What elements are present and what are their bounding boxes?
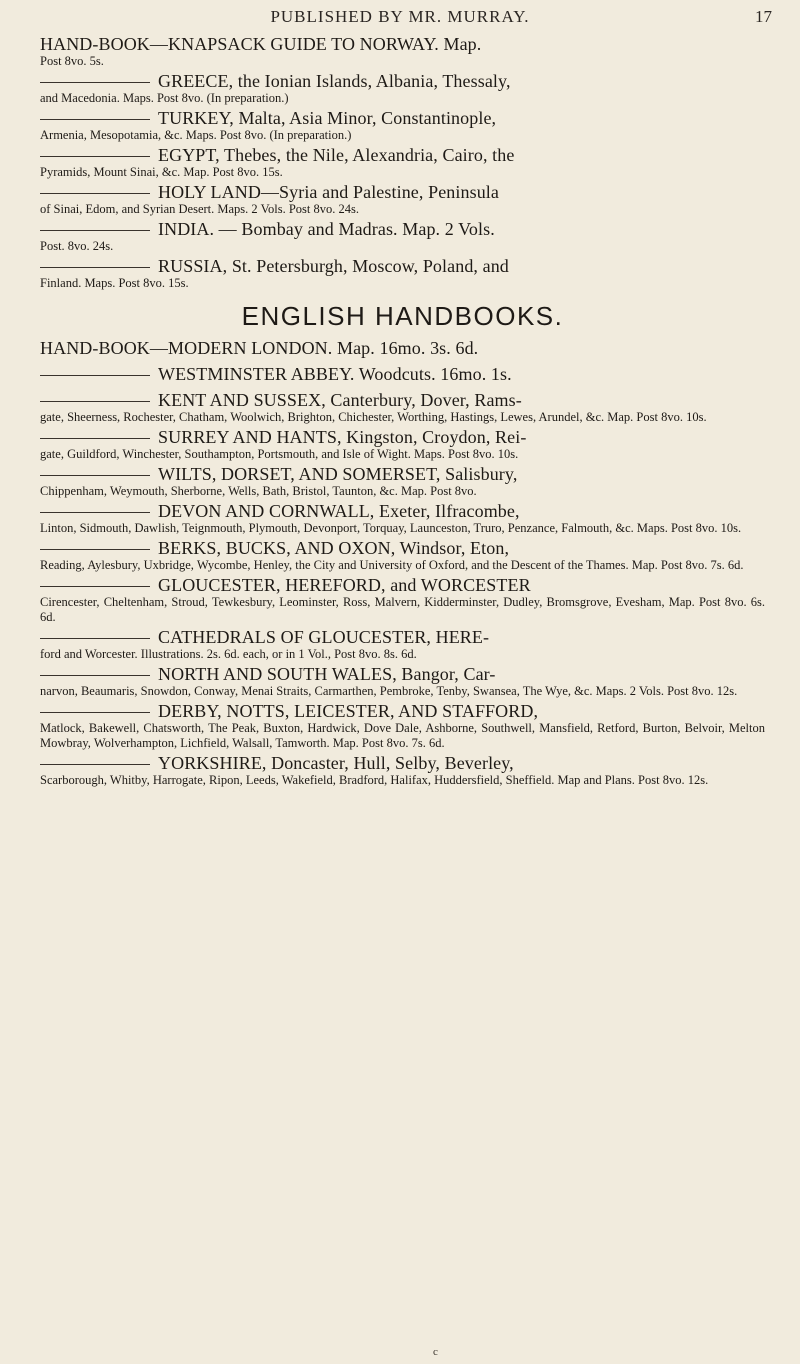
entry-egypt: [40, 145, 765, 180]
entry-heading: RUSSIA, St. Petersburgh, Moscow, Poland, and: [158, 256, 509, 276]
entry-derby-notts: [40, 701, 765, 751]
section-title: ENGLISH HANDBOOKS.: [241, 301, 564, 331]
entry-turkey: [40, 108, 765, 143]
signature-mark: c: [433, 1346, 438, 1358]
entry-heading: SURREY AND HANTS, Kingston, Croydon, Rei-: [158, 427, 527, 447]
entry-heading: NORTH AND SOUTH WALES, Bangor, Car-: [158, 664, 496, 684]
entry-heading: WILTS, DORSET, AND SOMERSET, Salisbury,: [158, 464, 518, 484]
entry-heading: INDIA. — Bombay and Madras. Map. 2 Vols.: [158, 219, 495, 239]
entry-details: Matlock, Bakewell, Chatsworth, The Peak, Buxton, Hardwick, Dove Dale, Ashborne, Southwell, Mansfield, Retford, Burton, Belvoir, Melton Mowbray, Wolverhampton, Lichfield, Walsall, Tamworth. Map. Post 8vo. 7s. 6d.: [40, 721, 765, 750]
entry-heading: BERKS, BUCKS, AND OXON, Windsor, Eton,: [158, 538, 510, 558]
entry-holy-land: [40, 182, 765, 217]
ditto-rule: [40, 675, 150, 676]
ditto-rule: [40, 638, 150, 639]
entry-heading: DEVON AND CORNWALL, Exeter, Ilfracombe,: [158, 501, 520, 521]
ditto-rule: [40, 267, 150, 268]
page-number: 17: [755, 7, 772, 26]
entry-berks-bucks-oxon: [40, 538, 765, 573]
entry-details: Finland. Maps. Post 8vo. 15s.: [40, 276, 189, 290]
running-header: PUBLISHED BY MR. MURRAY.: [270, 7, 530, 26]
entry-surrey-hants: [40, 427, 765, 462]
page-content: [40, 34, 765, 790]
ditto-rule: [40, 82, 150, 83]
entry-cathedrals: [40, 627, 765, 662]
entry-details: of Sinai, Edom, and Syrian Desert. Maps. 2 Vols. Post 8vo. 24s.: [40, 202, 359, 216]
ditto-rule: [40, 156, 150, 157]
entry-heading: HAND-BOOK—MODERN LONDON. Map. 16mo. 3s. 6d.: [40, 338, 479, 358]
entry-details: Post 8vo. 5s.: [40, 54, 104, 68]
entry-greece: [40, 71, 765, 106]
entry-heading: KENT AND SUSSEX, Canterbury, Dover, Rams-: [158, 390, 522, 410]
entry-heading: WESTMINSTER ABBEY. Woodcuts. 16mo. 1s.: [158, 364, 512, 384]
entry-details: Linton, Sidmouth, Dawlish, Teignmouth, Plymouth, Devonport, Torquay, Launceston, Truro, Penzance, Falmouth, &c. Maps. Post 8vo. 10s.: [40, 521, 742, 535]
ditto-rule: [40, 475, 150, 476]
entry-heading: HOLY LAND—Syria and Palestine, Peninsula: [158, 182, 499, 202]
entry-details: Pyramids, Mount Sinai, &c. Map. Post 8vo. 15s.: [40, 165, 283, 179]
entry-heading: DERBY, NOTTS, LEICESTER, AND STAFFORD,: [158, 701, 539, 721]
entry-details: Reading, Aylesbury, Uxbridge, Wycombe, Henley, the City and University of Oxford, and the Descent of the Thames. Map. Post 8vo. 7s. 6d.: [40, 558, 744, 572]
entry-details: gate, Sheerness, Rochester, Chatham, Woolwich, Brighton, Chichester, Worthing, Hastings, Lewes, Arundel, &c. Map. Post 8vo. 10s.: [40, 410, 707, 424]
ditto-rule: [40, 549, 150, 550]
entry-details: ford and Worcester. Illustrations. 2s. 6d. each, or in 1 Vol., Post 8vo. 8s. 6d.: [40, 647, 417, 661]
entry-details: Cirencester, Cheltenham, Stroud, Tewkesbury, Leominster, Ross, Malvern, Kidderminster, Dudley, Bromsgrove, Evesham, Map. Post 8vo. 6s. 6d.: [40, 595, 765, 624]
entry-russia: [40, 256, 765, 291]
ditto-rule: [40, 193, 150, 194]
ditto-rule: [40, 230, 150, 231]
entry-heading: GREECE, the Ionian Islands, Albania, Thessaly,: [158, 71, 511, 91]
entry-devon-cornwall: [40, 501, 765, 536]
entry-heading: EGYPT, Thebes, the Nile, Alexandria, Cairo, the: [158, 145, 515, 165]
entry-yorkshire: [40, 753, 765, 788]
ditto-rule: [40, 375, 150, 376]
entry-kent-sussex: [40, 390, 765, 425]
entry-wilts-dorset-somerset: [40, 464, 765, 499]
entry-details: and Macedonia. Maps. Post 8vo. (In preparation.): [40, 91, 289, 105]
entry-details: Post. 8vo. 24s.: [40, 239, 114, 253]
entry-westminster: [40, 364, 765, 384]
entry-modern-london: [40, 338, 765, 358]
ditto-rule: [40, 712, 150, 713]
entry-india: [40, 219, 765, 254]
entry-details: Armenia, Mesopotamia, &c. Maps. Post 8vo. (In preparation.): [40, 128, 352, 142]
entry-details: gate, Guildford, Winchester, Southampton, Portsmouth, and Isle of Wight. Maps. Post 8vo. 10s.: [40, 447, 519, 461]
entry-details: Scarborough, Whitby, Harrogate, Ripon, Leeds, Wakefield, Bradford, Halifax, Huddersfield, Sheffield. Map and Plans. Post 8vo. 12s.: [40, 773, 709, 787]
ditto-rule: [40, 586, 150, 587]
entry-heading: CATHEDRALS OF GLOUCESTER, HERE-: [158, 627, 490, 647]
ditto-rule: [40, 764, 150, 765]
ditto-rule: [40, 119, 150, 120]
entry-details: narvon, Beaumaris, Snowdon, Conway, Menai Straits, Carmarthen, Pembroke, Tenby, Swansea, The Wye, &c. Maps. 2 Vols. Post 8vo. 12s.: [40, 684, 738, 698]
ditto-rule: [40, 512, 150, 513]
entry-details: Chippenham, Weymouth, Sherborne, Wells, Bath, Bristol, Taunton, &c. Map. Post 8vo.: [40, 484, 477, 498]
entry-gloucester-hereford-worcester: [40, 575, 765, 625]
entry-heading: GLOUCESTER, HEREFORD, and WORCESTER: [158, 575, 531, 595]
entry-wales: [40, 664, 765, 699]
ditto-rule: [40, 401, 150, 402]
ditto-rule: [40, 438, 150, 439]
entry-heading: YORKSHIRE, Doncaster, Hull, Selby, Beverley,: [158, 753, 514, 773]
entry-heading: HAND-BOOK—KNAPSACK GUIDE TO NORWAY. Map.: [40, 34, 482, 54]
entry-norway: [40, 34, 765, 69]
entry-heading: TURKEY, Malta, Asia Minor, Constantinople,: [158, 108, 497, 128]
